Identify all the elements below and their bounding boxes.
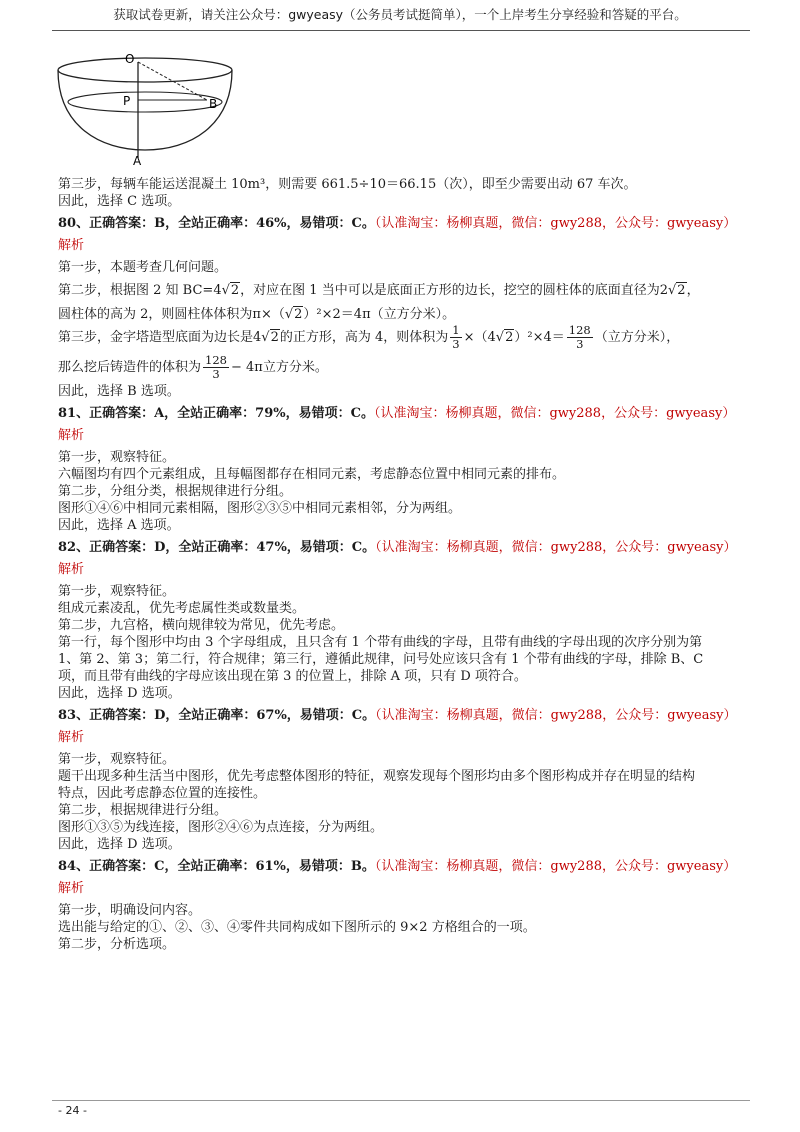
q81-line3: 第二步，分组分类，根据规律进行分组。 bbox=[58, 484, 293, 499]
text: ）²×2＝4π（立方分米）。 bbox=[303, 307, 456, 322]
q79-step3: 第三步，每辆车能运送混凝土 10m³，则需要 661.5÷10＝66.15（次），即至少需要出动 67 车次。 bbox=[58, 177, 637, 192]
q81-watermark-note: （认准淘宝：杨柳真题，微信：gwy288，公众号：gwyeasy） bbox=[373, 406, 736, 421]
q83-line3: 特点，因此考虑静态位置的连接性。 bbox=[58, 786, 267, 801]
q81-jiexi-label: 解析 bbox=[58, 428, 85, 443]
q84-watermark-note: （认准淘宝：杨柳真题，微信：gwy288，公众号：gwyeasy） bbox=[374, 859, 737, 874]
label-b: B bbox=[209, 97, 218, 111]
q84-line1: 第一步，明确设问内容。 bbox=[58, 903, 202, 918]
text: 第三步，金字塔造型底面为边长是 bbox=[58, 330, 254, 345]
answer-content bbox=[58, 176, 758, 953]
q83-watermark-note: （认准淘宝：杨柳真题，微信：gwy288，公众号：gwyeasy） bbox=[375, 708, 737, 723]
q82-line2: 组成元素凌乱，优先考虑属性类或数量类。 bbox=[58, 601, 306, 616]
q84-jiexi-label: 解析 bbox=[58, 881, 85, 896]
q82-line1: 第一步，观察特征。 bbox=[58, 584, 176, 599]
q80-answer: 80、正确答案：B，全站正确率：46%，易错项：C。 bbox=[58, 216, 375, 231]
q81-answer: 81、正确答案：A，全站正确率：79%，易错项：C。 bbox=[58, 406, 374, 421]
q81-answer-header bbox=[58, 405, 758, 422]
q79-conclusion: 因此，选择 C 选项。 bbox=[58, 194, 181, 209]
fraction-1-3: $\frac{1}{3}$ bbox=[452, 323, 460, 351]
header-rule bbox=[52, 30, 750, 31]
q83-line1: 第一步，观察特征。 bbox=[58, 752, 176, 767]
math-4-sqrt2: 4√2 bbox=[253, 330, 279, 345]
q82-answer: 82、正确答案：D，全站正确率：47%，易错项：C。 bbox=[58, 540, 376, 555]
q80-step2-line2 bbox=[58, 306, 758, 323]
math-4-sqrt2: 4√2 bbox=[213, 283, 240, 298]
q81-line4: 图形①④⑥中相同元素相隔，图形②③⑤中相同元素相邻，分为两组。 bbox=[58, 501, 462, 516]
math-sqrt2: √2 bbox=[284, 307, 303, 322]
q80-step2-line1 bbox=[58, 276, 758, 306]
text: ）²×4＝ bbox=[514, 330, 565, 345]
text: 圆柱体的高为 2，则圆柱体体积为π×（ bbox=[58, 307, 285, 322]
q80-conclusion: 因此，选择 B 选项。 bbox=[58, 384, 180, 399]
fraction-128-3: $\frac{128}{3}$ bbox=[205, 353, 227, 381]
q82-watermark-note: （认准淘宝：杨柳真题，微信：gwy288，公众号：gwyeasy） bbox=[375, 540, 737, 555]
text: （立方分米）， bbox=[594, 330, 680, 345]
q80-step3-line2 bbox=[58, 353, 758, 383]
math-4-sqrt2: 4√2 bbox=[487, 330, 514, 345]
q80-step1: 第一步，本题考查几何问题。 bbox=[58, 260, 228, 275]
q84-answer-header bbox=[58, 858, 758, 875]
q80-answer-header bbox=[58, 215, 758, 232]
q83-answer-header bbox=[58, 707, 758, 724]
page-header: 获取试卷更新，请关注公众号：gwyeasy（公务员考试挺简单），一个上岸考生分享经验和答疑的平台。 bbox=[113, 7, 687, 22]
label-p: P bbox=[123, 94, 131, 108]
hemisphere-figure bbox=[55, 46, 235, 166]
q83-line2: 题干出现多种生活当中图形，优先考虑整体图形的特征，观察发现每个图形均由多个图形构成并存在明显的结构 bbox=[58, 769, 696, 784]
q81-line1: 第一步，观察特征。 bbox=[58, 450, 176, 465]
label-o: O bbox=[125, 52, 135, 66]
q82-conclusion: 因此，选择 D 选项。 bbox=[58, 686, 181, 701]
text: ，对应在图 1 当中可以是底面正方形的边长，挖空的圆柱体的底面直径为 bbox=[240, 283, 660, 298]
text: 第二步，根据图 2 知 BC= bbox=[58, 283, 214, 298]
text: ， bbox=[686, 283, 700, 298]
footer-rule bbox=[52, 1100, 750, 1101]
q83-answer: 83、正确答案：D，全站正确率：67%，易错项：C。 bbox=[58, 708, 376, 723]
text: 的正方形，高为 4，则体积为 bbox=[279, 330, 449, 345]
water-surface bbox=[68, 92, 222, 112]
label-a: A bbox=[133, 154, 142, 166]
q82-line3: 第二步，九宫格，横向规律较为常见，优先考虑。 bbox=[58, 618, 345, 633]
text: ×（ bbox=[463, 330, 488, 345]
text: 立方分米。 bbox=[262, 360, 328, 375]
q80-step3-line1 bbox=[58, 323, 758, 353]
q83-line4: 第二步，根据规律进行分组。 bbox=[58, 803, 228, 818]
q83-line5: 图形①③⑤为线连接，图形②④⑥为点连接，分为两组。 bbox=[58, 820, 384, 835]
q82-jiexi-label: 解析 bbox=[58, 562, 85, 577]
q84-line3: 第二步，分析选项。 bbox=[58, 937, 176, 952]
q81-conclusion: 因此，选择 A 选项。 bbox=[58, 518, 180, 533]
page-number: - 24 - bbox=[58, 1104, 87, 1117]
q82-answer-header bbox=[58, 539, 758, 556]
hemisphere-rim bbox=[58, 58, 232, 82]
text: 那么挖后铸造件的体积为 bbox=[58, 360, 202, 375]
math-minus-4pi: − 4π bbox=[230, 360, 263, 375]
q82-line5: 1、第 2、第 3；第二行，符合规律；第三行，遵循此规律，问号处应该只含有 1 个带有曲线的字母，排除 B、C bbox=[58, 652, 704, 667]
q84-answer: 84、正确答案：C，全站正确率：61%，易错项：B。 bbox=[58, 859, 375, 874]
q84-line2: 选出能与给定的①、②、③、④零件共同构成如下图所示的 9×2 方格组合的一项。 bbox=[58, 920, 536, 935]
q80-jiexi-label: 解析 bbox=[58, 238, 85, 253]
q83-conclusion: 因此，选择 D 选项。 bbox=[58, 837, 181, 852]
q83-jiexi-label: 解析 bbox=[58, 730, 85, 745]
fraction-128-3: $\frac{128}{3}$ bbox=[568, 323, 591, 351]
q82-line6: 项，而且带有曲线的字母应该出现在第 3 的位置上，排除 A 项，只有 D 项符合。 bbox=[58, 669, 527, 684]
q81-line2: 六幅图均有四个元素组成，且每幅图都存在相同元素，考虑静态位置中相同元素的排布。 bbox=[58, 467, 566, 482]
q82-line4: 第一行，每个图形中均由 3 个字母组成，且只含有 1 个带有曲线的字母，且带有曲线的字母出现的次序分别为第 bbox=[58, 635, 703, 650]
math-2-sqrt2: 2√2 bbox=[659, 283, 686, 298]
q80-watermark-note: （认准淘宝：杨柳真题，微信：gwy288，公众号：gwyeasy） bbox=[374, 216, 737, 231]
